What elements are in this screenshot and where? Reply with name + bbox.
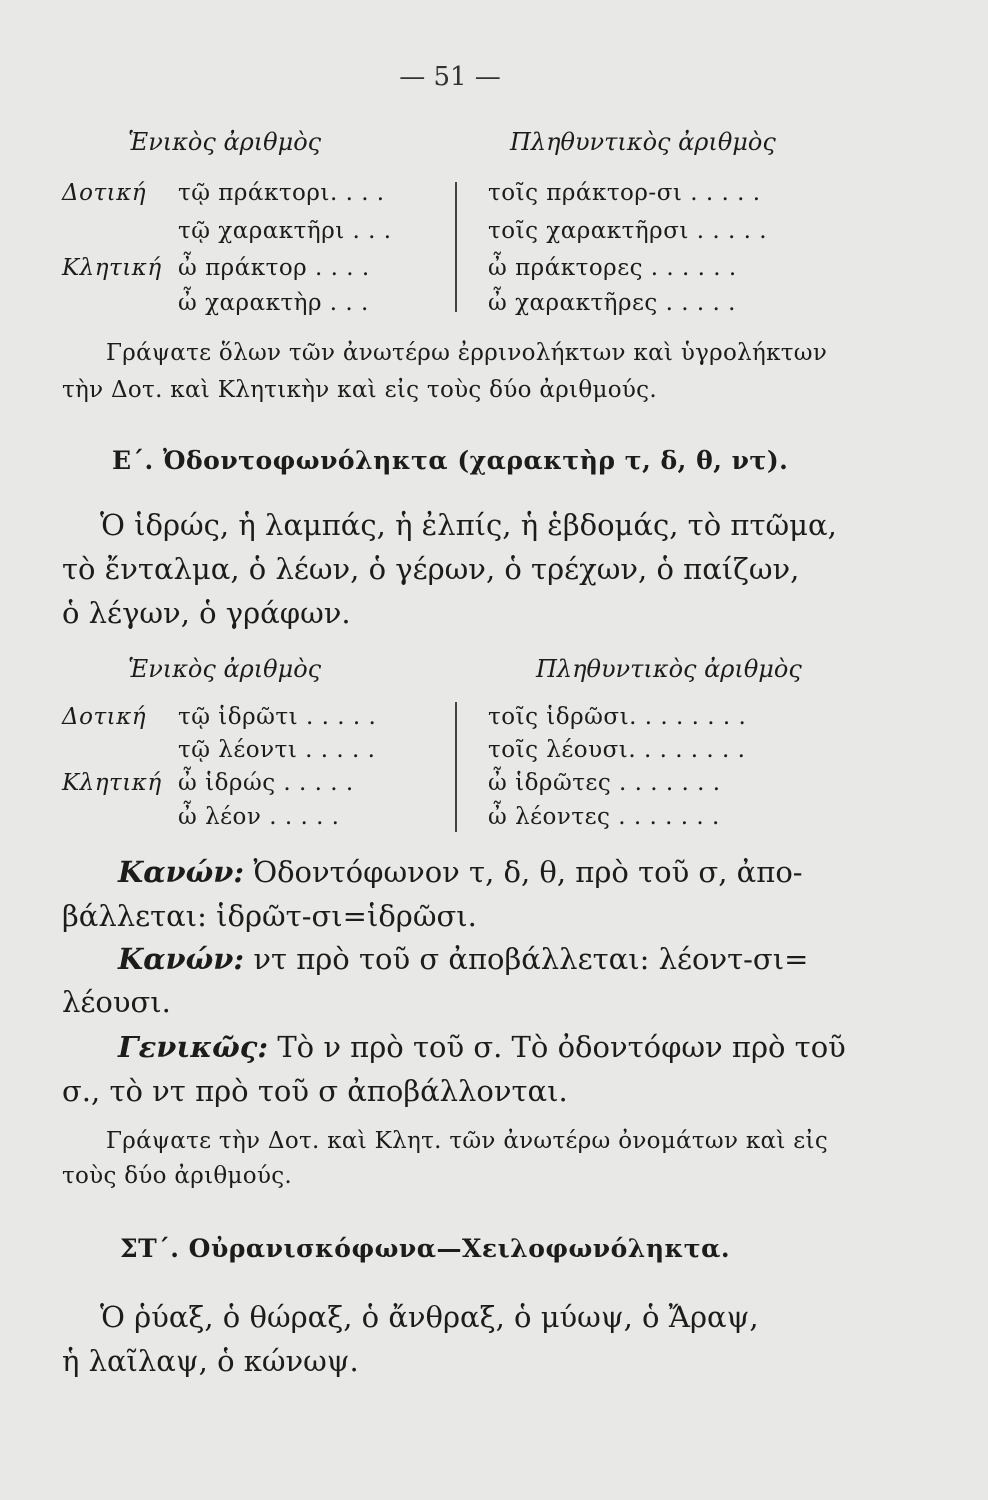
- singular-header: Ἑνικὸς ἀριθμὸς: [128, 655, 322, 683]
- section-title: Ε΄. Ὀδοντοφωνόληκτα (χαρακτὴρ τ, δ, θ, ντ).: [112, 446, 789, 475]
- example-line: τὸ ἔνταλμα, ὁ λέων, ὁ γέρων, ὁ τρέχων, ὁ παίζων,: [62, 552, 800, 586]
- example-line: Ὁ ἱδρώς, ἡ λαμπάς, ἡ ἐλπίς, ἡ ἑβδομάς, τὸ πτῶμα,: [100, 508, 837, 542]
- plural-form: τοῖς χαρακτῆρσι . . . . .: [488, 218, 768, 244]
- plural-header: Πληθυντικὸς ἀριθμὸς: [536, 655, 802, 683]
- exercise-line: Γράψατε ὅλων τῶν ἀνωτέρω ἐρρινολήκτων καὶ ὑγρολήκτων: [106, 340, 828, 366]
- rule-label: Κανών:: [118, 855, 245, 889]
- exercise-line: Γράψατε τὴν Δοτ. καὶ Κλητ. τῶν ἀνωτέρω ὀνομάτων καὶ εἰς: [106, 1128, 828, 1154]
- singular-form: ὦ πράκτορ . . . .: [178, 255, 370, 281]
- singular-form: τῷ χαρακτῆρι . . .: [178, 218, 392, 244]
- rule-text: ντ πρὸ τοῦ σ ἀποβάλλεται: λέοντ-σι=: [253, 942, 809, 976]
- plural-form: ὦ ἱδρῶτες . . . . . . .: [488, 770, 721, 796]
- case-label: Κλητική: [62, 255, 162, 281]
- section-title: ΣΤ΄. Οὐρανισκόφωνα—Χειλοφωνόληκτα.: [120, 1234, 731, 1263]
- column-divider: [455, 702, 457, 832]
- singular-form: τῷ λέοντι . . . . .: [178, 737, 376, 763]
- rule-label: Κανών:: [118, 942, 245, 976]
- example-line: ὁ λέγων, ὁ γράφων.: [62, 596, 351, 630]
- rule-label: Γενικῶς:: [118, 1030, 269, 1064]
- rule-1-line-1: [118, 855, 803, 889]
- rule-text: Ὀδοντόφωνον τ, δ, θ, πρὸ τοῦ σ, ἀπο-: [253, 855, 803, 889]
- plural-form: ὦ χαρακτῆρες . . . . .: [488, 290, 736, 316]
- general-rule-line-1: [118, 1030, 846, 1064]
- case-label: Κλητική: [62, 770, 162, 796]
- plural-form: τοῖς λέουσι. . . . . . . .: [488, 737, 746, 763]
- example-line: ἡ λαῖλαψ, ὁ κώνωψ.: [62, 1344, 359, 1378]
- rule-1-line-2: βάλλεται: ἱδρῶτ-σι=ἱδρῶσι.: [62, 899, 477, 933]
- example-line: Ὁ ῥύαξ, ὁ θώραξ, ὁ ἄνθραξ, ὁ μύωψ, ὁ Ἄραψ,: [100, 1300, 759, 1334]
- rule-text: Τὸ ν πρὸ τοῦ σ. Τὸ ὀδοντόφων πρὸ τοῦ: [277, 1030, 846, 1064]
- general-rule-line-2: σ., τὸ ντ πρὸ τοῦ σ ἀποβάλλονται.: [62, 1074, 568, 1108]
- column-divider: [455, 182, 457, 312]
- page-number: — 51 —: [399, 62, 501, 92]
- plural-form: τοῖς πράκτορ-σι . . . . .: [488, 180, 761, 206]
- plural-form: ὦ λέοντες . . . . . . .: [488, 804, 720, 830]
- plural-form: ὦ πράκτορες . . . . . .: [488, 255, 737, 281]
- plural-form: τοῖς ἱδρῶσι. . . . . . . .: [488, 704, 747, 730]
- exercise-line: τοὺς δύο ἀριθμούς.: [62, 1163, 293, 1189]
- case-label: Δοτική: [62, 704, 147, 730]
- plural-header: Πληθυντικὸς ἀριθμὸς: [510, 128, 776, 156]
- singular-form: ὦ λέον . . . . .: [178, 804, 340, 830]
- singular-form: ὦ ἱδρώς . . . . .: [178, 770, 354, 796]
- singular-form: τῷ πράκτορι. . . .: [178, 180, 385, 206]
- singular-form: τῷ ἱδρῶτι . . . . .: [178, 704, 377, 730]
- singular-form: ὦ χαρακτὴρ . . .: [178, 290, 369, 316]
- rule-2-line-1: [118, 942, 808, 976]
- case-label: Δοτική: [62, 180, 147, 206]
- exercise-line: τὴν Δοτ. καὶ Κλητικὴν καὶ εἰς τοὺς δύο ἀριθμούς.: [62, 377, 657, 403]
- rule-2-line-2: λέουσι.: [62, 985, 171, 1019]
- singular-header: Ἑνικὸς ἀριθμὸς: [128, 128, 322, 156]
